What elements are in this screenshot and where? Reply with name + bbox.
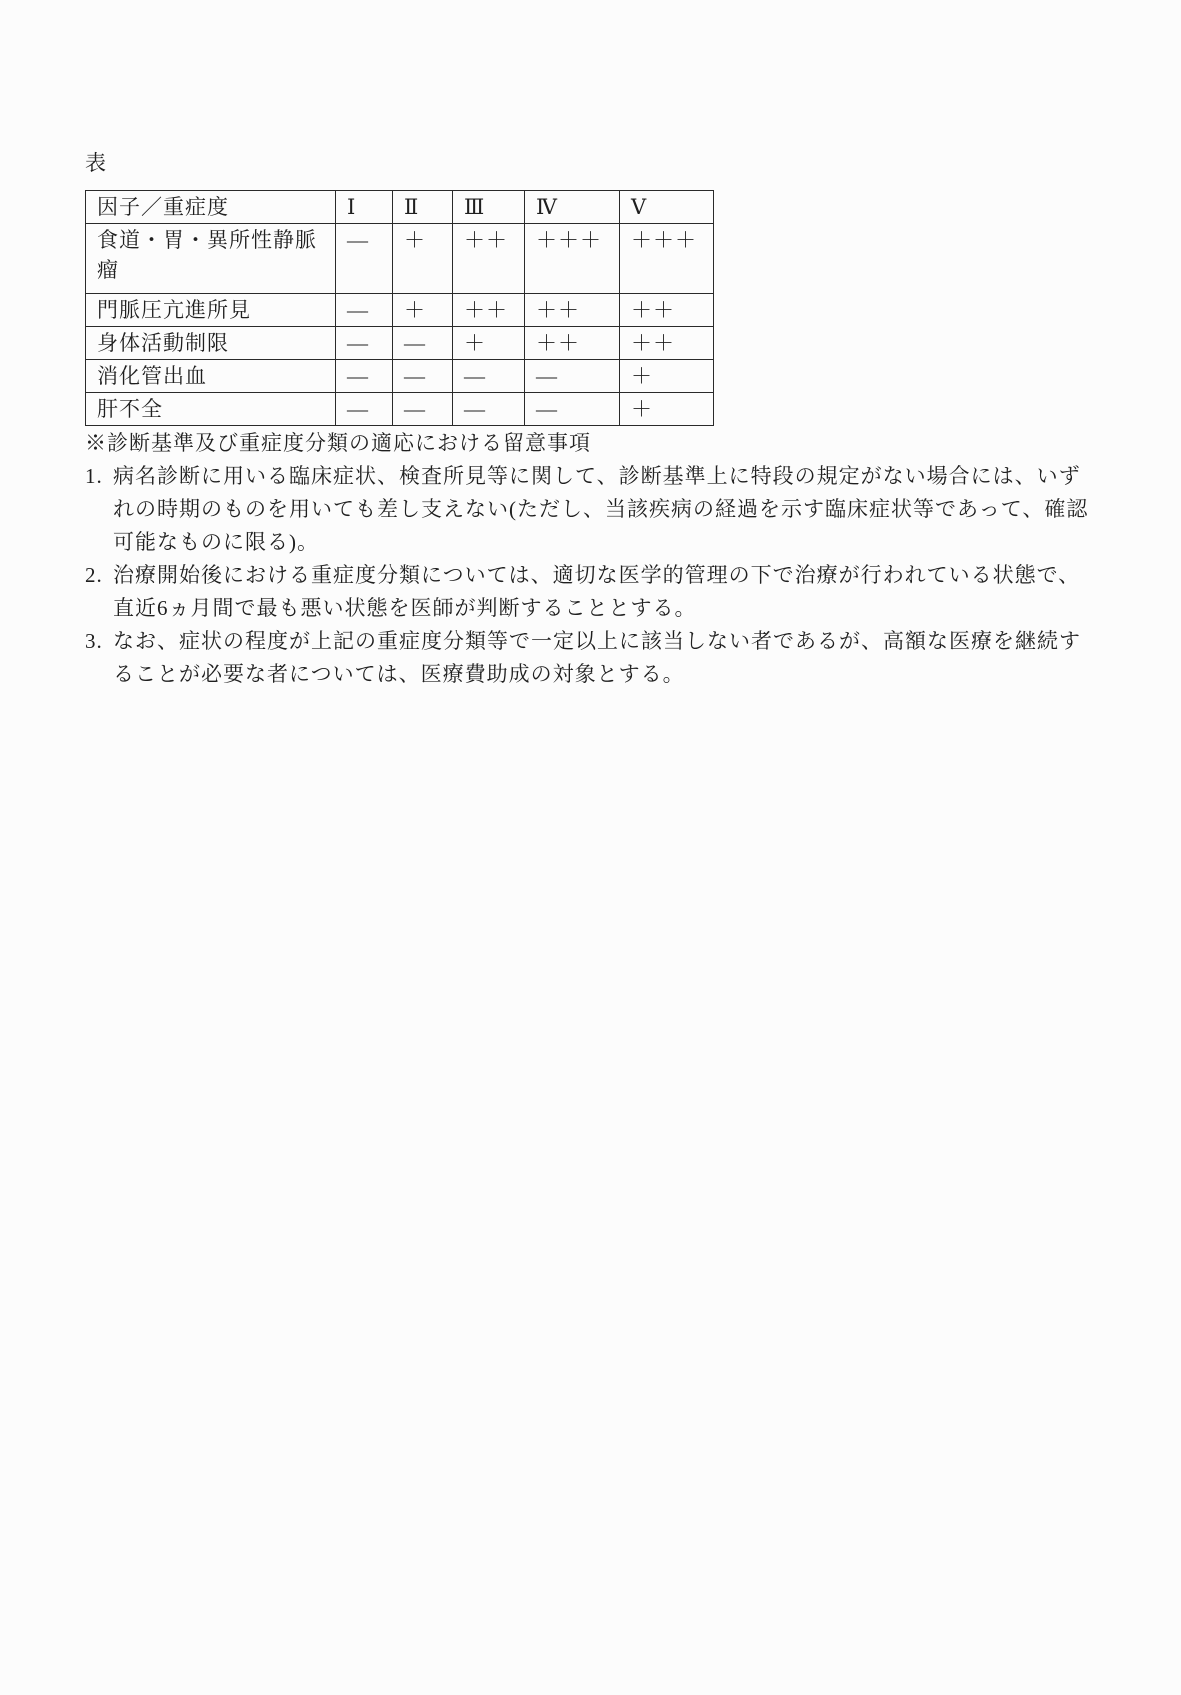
note-line: 治療開始後における重症度分類については、適切な医学的管理の下で治療が行われている状態で、 [113, 563, 1081, 587]
note-line: 病名診断に用いる臨床症状、検査所見等に関して、診断基準上に特段の規定がない場合には、いず [113, 464, 1081, 488]
cell-value: ― [393, 327, 453, 360]
note-item-2 [85, 559, 1088, 625]
cell-value: ― [525, 360, 620, 393]
cell-value: ＋＋＋ [620, 224, 714, 294]
severity-classification-table [85, 190, 714, 426]
note-line: れの時期のものを用いても差し支えない(ただし、当該疾病の経過を示す臨床症状等であって、確認 [113, 497, 1089, 521]
note-number: 2. [85, 563, 103, 587]
col-header-grade-4: Ⅳ [525, 191, 620, 224]
note-line: ることが必要な者については、医療費助成の対象とする。 [113, 662, 685, 686]
note-text [113, 559, 1080, 625]
col-header-factor: 因子／重症度 [86, 191, 336, 224]
cell-value: ＋ [393, 224, 453, 294]
row-factor-label: 門脈圧亢進所見 [86, 294, 336, 327]
table-row [86, 360, 714, 393]
note-text [113, 625, 1081, 691]
cell-value: ＋＋ [525, 294, 620, 327]
cell-value: ＋ [620, 360, 714, 393]
notes-section [85, 427, 1088, 691]
row-factor-label: 身体活動制限 [86, 327, 336, 360]
table-header-row [86, 191, 714, 224]
notes-heading: ※診断基準及び重症度分類の適応における留意事項 [85, 431, 591, 455]
table-row [86, 224, 714, 294]
col-header-grade-2: Ⅱ [393, 191, 453, 224]
cell-value: ― [393, 360, 453, 393]
note-text [113, 460, 1088, 559]
cell-value: ＋＋ [525, 327, 620, 360]
row-factor-label: 消化管出血 [86, 360, 336, 393]
col-header-grade-5: Ⅴ [620, 191, 714, 224]
note-line: なお、症状の程度が上記の重症度分類等で一定以上に該当しない者であるが、高額な医療を継続す [113, 629, 1081, 653]
note-item-3 [85, 625, 1088, 691]
row-factor-label: 食道・胃・異所性静脈瘤 [86, 224, 336, 294]
cell-value: ― [336, 294, 393, 327]
cell-value: ＋ [620, 393, 714, 426]
table-row [86, 393, 714, 426]
cell-value: ＋＋ [453, 294, 525, 327]
cell-value: ― [336, 393, 393, 426]
cell-value: ― [453, 360, 525, 393]
note-number: 1. [85, 464, 103, 488]
cell-value: ＋＋ [620, 327, 714, 360]
cell-value: ＋ [453, 327, 525, 360]
cell-value: ＋＋ [620, 294, 714, 327]
col-header-grade-1: Ⅰ [336, 191, 393, 224]
cell-value: ＋ [393, 294, 453, 327]
table-caption: 表 [85, 151, 107, 175]
cell-value: ＋＋ [453, 224, 525, 294]
cell-value: ＋＋＋ [525, 224, 620, 294]
cell-value: ― [525, 393, 620, 426]
cell-value: ― [393, 393, 453, 426]
table-row [86, 327, 714, 360]
cell-value: ― [336, 327, 393, 360]
note-number: 3. [85, 629, 103, 653]
cell-value: ― [336, 224, 393, 294]
cell-value: ― [336, 360, 393, 393]
row-factor-label: 肝不全 [86, 393, 336, 426]
note-item-1 [85, 460, 1088, 559]
note-line: 直近6ヵ月間で最も悪い状態を医師が判断することとする。 [113, 596, 697, 620]
note-line: 可能なものに限る)。 [113, 530, 319, 554]
col-header-grade-3: Ⅲ [453, 191, 525, 224]
table-row [86, 294, 714, 327]
cell-value: ― [453, 393, 525, 426]
